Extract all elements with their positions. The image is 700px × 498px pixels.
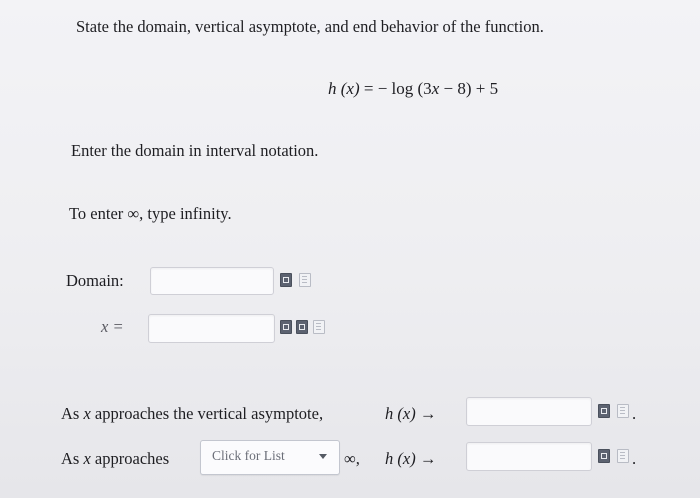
function-rhs-x: x <box>431 79 440 98</box>
dropdown-label: Click for List <box>212 448 285 463</box>
period-2: . <box>632 449 637 468</box>
variable-x: x <box>83 449 91 468</box>
end-behavior-func-1: h (x) → <box>385 404 437 423</box>
function-equation <box>328 79 498 99</box>
preview-icon[interactable] <box>617 449 629 463</box>
symbol-editor-icon[interactable] <box>296 320 308 334</box>
equation-editor-icon[interactable] <box>280 273 292 287</box>
end-behavior-func-2: h (x) → <box>385 449 437 468</box>
equation-editor-icon[interactable] <box>280 320 292 334</box>
domain-input[interactable] <box>150 267 274 295</box>
chevron-down-icon <box>319 454 327 459</box>
question-prompt: State the domain, vertical asymptote, and end behavior of the function. <box>76 17 544 36</box>
preview-icon[interactable] <box>313 320 325 334</box>
domain-label: Domain: <box>66 271 124 290</box>
infinity-instruction: To enter ∞, type infinity. <box>69 204 232 223</box>
asymptote-input[interactable] <box>148 314 275 343</box>
function-lhs: h (x) <box>328 79 360 98</box>
end-behavior-line-1: As x approaches the vertical asymptote, <box>61 404 324 423</box>
equation-editor-icon[interactable] <box>598 404 610 418</box>
infinity-symbol: ∞, <box>344 449 360 468</box>
end-behavior-input-2[interactable] <box>466 442 592 471</box>
interval-instruction: Enter the domain in interval notation. <box>71 141 319 160</box>
equation-editor-icon[interactable] <box>598 449 610 463</box>
preview-icon[interactable] <box>617 404 629 418</box>
asymptote-label: x = <box>101 317 124 336</box>
end-behavior-line-2: As x approaches <box>61 449 170 468</box>
function-rhs-pre: = − log (3 <box>363 79 432 98</box>
variable-x: x <box>83 404 91 423</box>
direction-dropdown[interactable] <box>200 440 340 475</box>
end-behavior-input-1[interactable] <box>466 397 592 426</box>
function-rhs-post: − 8) + 5 <box>439 79 499 98</box>
period-1: . <box>632 404 637 423</box>
preview-icon[interactable] <box>299 273 311 287</box>
